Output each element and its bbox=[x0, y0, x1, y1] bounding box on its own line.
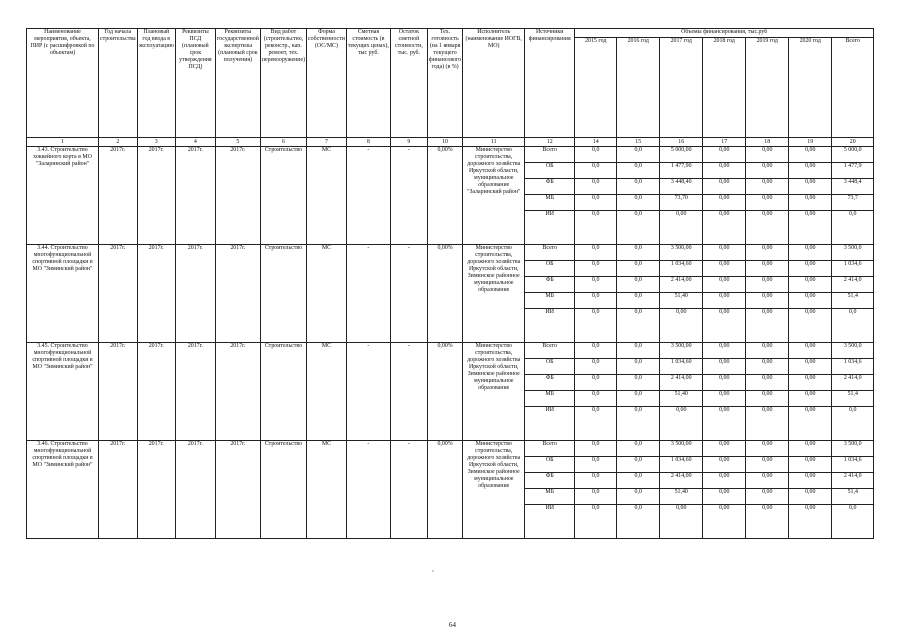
ownership: МС bbox=[307, 441, 347, 539]
project-name: 3.44. Строительство многофункциональной спортивной площадки в МО "Зиминский район" bbox=[27, 245, 99, 343]
funding-source: МБ bbox=[525, 195, 575, 211]
financing-table bbox=[26, 28, 874, 539]
column-number: 6 bbox=[260, 138, 306, 147]
funding-value: 1 034,6 bbox=[832, 457, 874, 473]
document-page bbox=[26, 28, 874, 539]
project-name: 3.45. Строительство многофункциональной спортивной площадки в МО "Зиминский район" bbox=[27, 343, 99, 441]
funding-value: 0,00 bbox=[746, 441, 789, 457]
funding-value: 0,0 bbox=[575, 309, 617, 343]
funding-value: 0,0 bbox=[617, 505, 660, 539]
funding-value: 0,00 bbox=[789, 163, 832, 179]
funding-value: 0,00 bbox=[703, 505, 746, 539]
executor: Министерство строительства, дорожного хозяйства Иркутской области, муниципальное образование "Заларинский район" bbox=[463, 147, 525, 245]
funding-value: 2 414,0 bbox=[832, 375, 874, 391]
header-year-2018: 2018 год bbox=[703, 38, 746, 138]
funding-value: 0,0 bbox=[575, 457, 617, 473]
plan-year: 2017г. bbox=[137, 343, 175, 441]
funding-value: 2 414,0 bbox=[832, 473, 874, 489]
funding-source: МБ bbox=[525, 489, 575, 505]
funding-value: 0,00 bbox=[703, 391, 746, 407]
funding-value: 0,0 bbox=[617, 195, 660, 211]
funding-value: 0,00 bbox=[789, 391, 832, 407]
funding-value: 0,00 bbox=[703, 147, 746, 163]
funding-source: ФБ bbox=[525, 179, 575, 195]
funding-value: 3 500,00 bbox=[660, 343, 703, 359]
funding-value: 0,00 bbox=[789, 343, 832, 359]
estimate: - bbox=[346, 147, 390, 245]
header-executor: Исполнитель (наименование ИОГВ, МО) bbox=[463, 29, 525, 138]
expertise-date: 2017г. bbox=[215, 245, 260, 343]
readiness: 0,00% bbox=[427, 343, 462, 441]
funding-source: МБ bbox=[525, 391, 575, 407]
header-psd: Реквизиты ПСД (плановый срок утверждения ПСД) bbox=[175, 29, 215, 138]
funding-source: ИИ bbox=[525, 505, 575, 539]
funding-value: 0,00 bbox=[746, 505, 789, 539]
psd-date: 2017г. bbox=[175, 441, 215, 539]
header-estimate: Сметная стоимость (в текущих ценах), тыс руб. bbox=[346, 29, 390, 138]
funding-value: 51,40 bbox=[660, 489, 703, 505]
plan-year: 2017г. bbox=[137, 441, 175, 539]
executor: Министерство строительства, дорожного хозяйства Иркутской области, Зиминское районное муниципальное образование bbox=[463, 343, 525, 441]
funding-value: 0,00 bbox=[660, 505, 703, 539]
funding-value: 0,0 bbox=[575, 163, 617, 179]
funding-value: 0,00 bbox=[789, 293, 832, 309]
funding-value: 0,0 bbox=[832, 407, 874, 441]
remaining: - bbox=[390, 441, 427, 539]
ownership: МС bbox=[307, 245, 347, 343]
funding-value: 5 000,00 bbox=[660, 147, 703, 163]
funding-value: 0,0 bbox=[575, 391, 617, 407]
funding-value: 0,0 bbox=[617, 163, 660, 179]
funding-value: 0,00 bbox=[746, 473, 789, 489]
header-start-year: Год начала строительства bbox=[99, 29, 138, 138]
executor: Министерство строительства, дорожного хозяйства Иркутской области, Зиминское районное муниципальное образование bbox=[463, 245, 525, 343]
funding-value: 51,4 bbox=[832, 489, 874, 505]
funding-value: 0,00 bbox=[789, 457, 832, 473]
funding-source: ОБ bbox=[525, 359, 575, 375]
column-number: 8 bbox=[346, 138, 390, 147]
header-sources: Источники финансирования bbox=[525, 29, 575, 138]
funding-value: 0,00 bbox=[789, 309, 832, 343]
funding-source: Всего bbox=[525, 343, 575, 359]
funding-source: ОБ bbox=[525, 261, 575, 277]
funding-value: 0,0 bbox=[617, 473, 660, 489]
funding-value: 0,00 bbox=[703, 293, 746, 309]
funding-value: 0,00 bbox=[703, 261, 746, 277]
funding-source: МБ bbox=[525, 293, 575, 309]
funding-value: 51,4 bbox=[832, 293, 874, 309]
funding-value: 0,0 bbox=[617, 407, 660, 441]
column-number: 18 bbox=[746, 138, 789, 147]
start-year: 2017г. bbox=[99, 245, 138, 343]
funding-value: 0,0 bbox=[617, 391, 660, 407]
header-expertise: Реквизиты государственной экспертизы (плановый срок получения) bbox=[215, 29, 260, 138]
table-row bbox=[27, 441, 874, 457]
header-year-2017: 2017 год bbox=[660, 38, 703, 138]
funding-value: 0,0 bbox=[575, 211, 617, 245]
header-year-2019: 2019 год bbox=[746, 38, 789, 138]
estimate: - bbox=[346, 441, 390, 539]
funding-value: 2 414,0 bbox=[832, 277, 874, 293]
funding-value: 0,00 bbox=[789, 441, 832, 457]
funding-value: 0,00 bbox=[660, 309, 703, 343]
column-numbers-row bbox=[27, 138, 874, 147]
funding-value: 0,00 bbox=[746, 261, 789, 277]
column-number: 10 bbox=[427, 138, 462, 147]
funding-source: ИИ bbox=[525, 407, 575, 441]
funding-value: 0,0 bbox=[575, 261, 617, 277]
funding-value: 0,00 bbox=[746, 489, 789, 505]
header-name: Наименование мероприятия, объекта, ПИР (с расшифровкой по объектам) bbox=[27, 29, 99, 138]
funding-value: 0,00 bbox=[703, 245, 746, 261]
funding-value: 0,0 bbox=[575, 179, 617, 195]
ownership: МС bbox=[307, 343, 347, 441]
funding-value: 0,00 bbox=[746, 407, 789, 441]
funding-value: 3 500,00 bbox=[660, 245, 703, 261]
funding-source: ИИ bbox=[525, 211, 575, 245]
funding-value: 0,0 bbox=[575, 407, 617, 441]
column-number: 15 bbox=[617, 138, 660, 147]
header-plan-year: Плановый год ввода в эксплуатацию bbox=[137, 29, 175, 138]
funding-value: 0,00 bbox=[789, 407, 832, 441]
funding-value: 0,0 bbox=[575, 343, 617, 359]
funding-value: 0,0 bbox=[832, 211, 874, 245]
funding-value: 0,00 bbox=[746, 195, 789, 211]
funding-source: ФБ bbox=[525, 473, 575, 489]
header-year-2020: 2020 год bbox=[789, 38, 832, 138]
funding-value: 0,00 bbox=[789, 489, 832, 505]
project-name: 3.43. Строительство хоккейного корта в МО "Заларинский район" bbox=[27, 147, 99, 245]
funding-value: 0,00 bbox=[703, 211, 746, 245]
funding-source: ИИ bbox=[525, 309, 575, 343]
funding-value: 0,00 bbox=[746, 245, 789, 261]
column-number: 19 bbox=[789, 138, 832, 147]
funding-value: 1 477,90 bbox=[660, 163, 703, 179]
ownership: МС bbox=[307, 147, 347, 245]
funding-value: 2 414,00 bbox=[660, 375, 703, 391]
funding-value: 0,0 bbox=[617, 359, 660, 375]
funding-value: 0,00 bbox=[789, 147, 832, 163]
funding-value: 0,0 bbox=[617, 441, 660, 457]
funding-value: 0,0 bbox=[617, 293, 660, 309]
funding-value: 0,0 bbox=[575, 293, 617, 309]
funding-value: 0,00 bbox=[789, 245, 832, 261]
funding-value: 0,00 bbox=[703, 473, 746, 489]
column-number: 5 bbox=[215, 138, 260, 147]
header-year-2015: 2015 год bbox=[575, 38, 617, 138]
funding-value: 0,00 bbox=[746, 391, 789, 407]
funding-value: 0,0 bbox=[575, 359, 617, 375]
funding-source: ФБ bbox=[525, 277, 575, 293]
funding-value: 0,00 bbox=[746, 293, 789, 309]
funding-value: 0,00 bbox=[660, 407, 703, 441]
funding-value: 0,00 bbox=[746, 375, 789, 391]
funding-value: 0,00 bbox=[746, 147, 789, 163]
funding-value: 51,4 bbox=[832, 391, 874, 407]
readiness: 0,00% bbox=[427, 147, 462, 245]
readiness: 0,00% bbox=[427, 245, 462, 343]
funding-value: 0,0 bbox=[617, 375, 660, 391]
funding-value: 0,00 bbox=[746, 309, 789, 343]
funding-value: 73,7 bbox=[832, 195, 874, 211]
funding-source: Всего bbox=[525, 441, 575, 457]
psd-date: 2017г. bbox=[175, 245, 215, 343]
funding-value: 0,0 bbox=[575, 277, 617, 293]
funding-value: 0,0 bbox=[617, 179, 660, 195]
funding-value: 0,00 bbox=[746, 343, 789, 359]
funding-value: 0,00 bbox=[789, 505, 832, 539]
funding-value: 0,00 bbox=[703, 179, 746, 195]
header-total: Всего bbox=[832, 38, 874, 138]
start-year: 2017г. bbox=[99, 343, 138, 441]
funding-value: 0,0 bbox=[575, 473, 617, 489]
header-work-type: Вид работ (строительство, реконстр., кап. ремонт, тех. перевооружение) bbox=[260, 29, 306, 138]
funding-value: 0,0 bbox=[575, 505, 617, 539]
funding-value: 0,0 bbox=[832, 505, 874, 539]
funding-value: 0,0 bbox=[617, 147, 660, 163]
funding-source: Всего bbox=[525, 245, 575, 261]
funding-value: 0,0 bbox=[575, 375, 617, 391]
funding-value: 0,00 bbox=[789, 261, 832, 277]
funding-value: 0,00 bbox=[746, 211, 789, 245]
project-name: 3.46. Строительство многофункциональной спортивной площадки в МО "Зиминский район" bbox=[27, 441, 99, 539]
funding-value: 0,00 bbox=[789, 277, 832, 293]
funding-source: ОБ bbox=[525, 163, 575, 179]
column-number: 14 bbox=[575, 138, 617, 147]
table-row bbox=[27, 245, 874, 261]
remaining: - bbox=[390, 343, 427, 441]
column-number: 7 bbox=[307, 138, 347, 147]
funding-value: 0,0 bbox=[617, 489, 660, 505]
funding-value: 0,00 bbox=[789, 211, 832, 245]
funding-value: 0,00 bbox=[703, 489, 746, 505]
funding-value: 3 448,4 bbox=[832, 179, 874, 195]
funding-value: 3 500,0 bbox=[832, 245, 874, 261]
funding-value: 0,00 bbox=[703, 457, 746, 473]
start-year: 2017г. bbox=[99, 147, 138, 245]
table-row bbox=[27, 343, 874, 359]
column-number: 17 bbox=[703, 138, 746, 147]
funding-value: 0,00 bbox=[703, 359, 746, 375]
funding-value: 2 414,00 bbox=[660, 277, 703, 293]
header-volumes: Объемы финансирования, тыс.руб bbox=[575, 29, 874, 38]
funding-value: 0,00 bbox=[789, 375, 832, 391]
funding-value: 0,0 bbox=[575, 441, 617, 457]
funding-value: 1 034,6 bbox=[832, 359, 874, 375]
remaining: - bbox=[390, 147, 427, 245]
funding-value: 51,40 bbox=[660, 391, 703, 407]
work-type: Строительство bbox=[260, 147, 306, 245]
funding-value: 0,00 bbox=[703, 195, 746, 211]
funding-value: 5 000,0 bbox=[832, 147, 874, 163]
column-number: 16 bbox=[660, 138, 703, 147]
funding-value: 51,40 bbox=[660, 293, 703, 309]
funding-value: 0,0 bbox=[832, 309, 874, 343]
funding-value: 3 500,00 bbox=[660, 441, 703, 457]
table-row bbox=[27, 147, 874, 163]
funding-value: 0,00 bbox=[746, 163, 789, 179]
funding-value: 3 448,40 bbox=[660, 179, 703, 195]
funding-value: 0,0 bbox=[575, 489, 617, 505]
funding-value: 0,00 bbox=[660, 211, 703, 245]
funding-value: 0,0 bbox=[617, 277, 660, 293]
psd-date: 2017г. bbox=[175, 343, 215, 441]
column-number: 4 bbox=[175, 138, 215, 147]
funding-value: 0,00 bbox=[703, 163, 746, 179]
work-type: Строительство bbox=[260, 343, 306, 441]
funding-value: 1 034,6 bbox=[832, 261, 874, 277]
funding-source: ФБ bbox=[525, 375, 575, 391]
column-number: 9 bbox=[390, 138, 427, 147]
expertise-date: 2017г. bbox=[215, 441, 260, 539]
funding-value: 0,00 bbox=[746, 359, 789, 375]
header-ownership: Форма собственности (ОС/МС) bbox=[307, 29, 347, 138]
funding-value: 1 034,60 bbox=[660, 457, 703, 473]
funding-value: 3 500,0 bbox=[832, 441, 874, 457]
funding-value: 0,0 bbox=[617, 211, 660, 245]
expertise-date: 2017г. bbox=[215, 147, 260, 245]
funding-value: 0,0 bbox=[617, 309, 660, 343]
estimate: - bbox=[346, 245, 390, 343]
scan-speck bbox=[432, 570, 434, 572]
funding-source: Всего bbox=[525, 147, 575, 163]
funding-value: 0,00 bbox=[703, 441, 746, 457]
estimate: - bbox=[346, 343, 390, 441]
page-number: 64 bbox=[449, 621, 456, 629]
header-readiness: Тех. готовность (на 1 января текущего финансового года) (в %) bbox=[427, 29, 462, 138]
column-number: 12 bbox=[525, 138, 575, 147]
funding-value: 0,0 bbox=[617, 245, 660, 261]
header-remaining: Остаток сметной стоимости, тыс. руб. bbox=[390, 29, 427, 138]
funding-value: 0,00 bbox=[703, 309, 746, 343]
funding-value: 0,00 bbox=[789, 195, 832, 211]
psd-date: 2017г. bbox=[175, 147, 215, 245]
column-number: 11 bbox=[463, 138, 525, 147]
column-number: 20 bbox=[832, 138, 874, 147]
funding-value: 0,00 bbox=[703, 375, 746, 391]
funding-value: 0,00 bbox=[746, 457, 789, 473]
funding-value: 3 500,0 bbox=[832, 343, 874, 359]
funding-value: 73,70 bbox=[660, 195, 703, 211]
funding-value: 0,0 bbox=[575, 245, 617, 261]
plan-year: 2017г. bbox=[137, 147, 175, 245]
remaining: - bbox=[390, 245, 427, 343]
executor: Министерство строительства, дорожного хозяйства Иркутской области, Зиминское районное муниципальное образование bbox=[463, 441, 525, 539]
funding-value: 0,00 bbox=[789, 473, 832, 489]
column-number: 2 bbox=[99, 138, 138, 147]
funding-value: 0,00 bbox=[746, 277, 789, 293]
funding-value: 0,00 bbox=[703, 407, 746, 441]
work-type: Строительство bbox=[260, 441, 306, 539]
funding-value: 0,00 bbox=[746, 179, 789, 195]
funding-value: 0,0 bbox=[575, 147, 617, 163]
funding-value: 0,00 bbox=[789, 359, 832, 375]
plan-year: 2017г. bbox=[137, 245, 175, 343]
funding-value: 1 477,9 bbox=[832, 163, 874, 179]
header-year-2016: 2016 год bbox=[617, 38, 660, 138]
funding-value: 0,0 bbox=[617, 261, 660, 277]
funding-value: 0,0 bbox=[617, 457, 660, 473]
readiness: 0,00% bbox=[427, 441, 462, 539]
funding-value: 1 034,60 bbox=[660, 261, 703, 277]
column-number: 1 bbox=[27, 138, 99, 147]
funding-value: 2 414,00 bbox=[660, 473, 703, 489]
funding-value: 0,00 bbox=[703, 277, 746, 293]
start-year: 2017г. bbox=[99, 441, 138, 539]
funding-value: 0,0 bbox=[575, 195, 617, 211]
funding-value: 0,0 bbox=[617, 343, 660, 359]
funding-value: 1 034,60 bbox=[660, 359, 703, 375]
funding-source: ОБ bbox=[525, 457, 575, 473]
funding-value: 0,00 bbox=[703, 343, 746, 359]
funding-value: 0,00 bbox=[789, 179, 832, 195]
column-number: 3 bbox=[137, 138, 175, 147]
expertise-date: 2017г. bbox=[215, 343, 260, 441]
work-type: Строительство bbox=[260, 245, 306, 343]
